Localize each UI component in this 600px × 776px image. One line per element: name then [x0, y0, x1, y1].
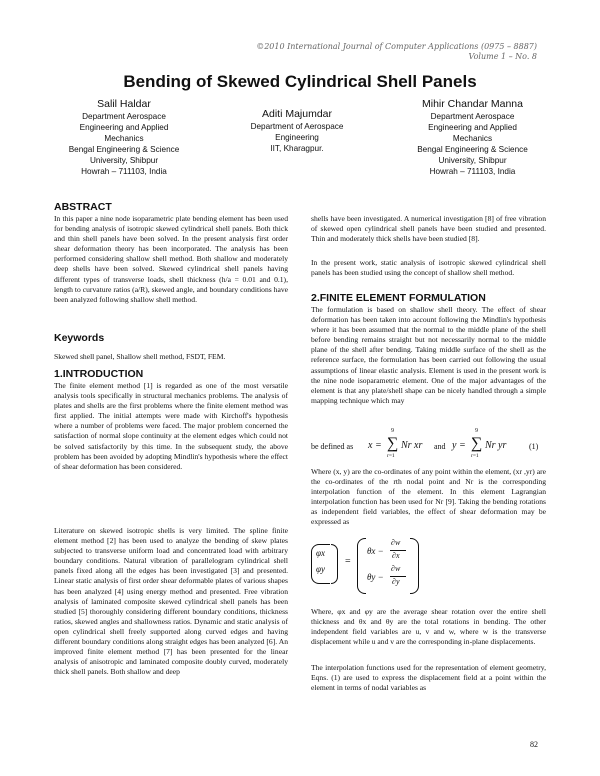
paper-title: Bending of Skewed Cylindrical Shell Panels — [123, 72, 477, 91]
author-name: Mihir Chandar Manna — [422, 98, 523, 110]
equation-intro: be defined as — [311, 442, 354, 451]
author-affiliation: IIT, Kharagpur. — [270, 144, 324, 153]
dw-numerator: ∂w — [391, 564, 401, 573]
equation-2 — [311, 538, 431, 592]
dw-numerator: ∂w — [391, 538, 401, 547]
sum-upper-limit: 9 — [391, 428, 394, 434]
y-term: Nr yr — [485, 440, 507, 451]
x-term: Nr xr — [401, 440, 423, 451]
right-matrix-brace — [410, 538, 419, 594]
theta-x: θx − — [367, 546, 384, 556]
formulation-paragraph-4: The interpolation functions used for the representation of element geometry, Eqns. (1) are used to express the displacement field at a point within the element in terms of nodal variables as — [311, 663, 546, 693]
x-lhs: x = — [368, 440, 382, 451]
author-affiliation: Department of Aerospace — [250, 122, 344, 131]
sum-lower-limit: r=1 — [387, 453, 395, 459]
author-affiliation: Department Aerospace — [430, 112, 515, 121]
author-block-1 — [38, 98, 210, 177]
author-affiliation: Bengal Engineering & Science — [68, 145, 180, 154]
theta-y: θy − — [367, 572, 384, 582]
author-affiliation: Engineering and Applied — [428, 123, 517, 132]
dy-denominator: ∂y — [392, 577, 400, 586]
introduction-paragraph-2: Literature on skewed isotropic shells is very limited. The spline finite element method [2] has been used to analyze the bending of skew plates subjected to transverse uniform load and concentrated load with arbitrary boundary conditions. Natural vibration of parallelogram cylindrical shell panels fixed along all the edges has been investigated [3] and presented. Linear static analysis of first order shear deformable plates of various shapes has been analyzed [4] using energy method and presented. Free vibration analysis of laminated composite skewed cylindrical shell panels has been studied [5] thoroughly considering different boundary conditions, thickness ratios, skewed angles and shallowness ratios. Dynamic and static analysis of open cylindrical shell freely supported along curved edges and having different boundary conditions along straight edges has been analyzed [6]. An improved finite element method [7] has been presented for the linear analysis of anisotropic and laminated composite doubly curved, moderately thick shell panels. Both shallow and deep — [54, 526, 288, 677]
introduction-heading: 1.INTRODUCTION — [54, 368, 144, 380]
introduction-present-work: In the present work, static analysis of isotropic skewed cylindrical shell panels has been studied using the concept of shallow shell method. — [311, 258, 546, 278]
introduction-continued-paragraph: shells have been investigated. A numerical investigation [8] of free vibration of skewed open cylindrical shell panels have been studied and presented. Thin and moderately thick shells have been studied [8]. — [311, 214, 546, 244]
author-affiliation: Engineering — [275, 133, 319, 142]
sum-upper-limit: 9 — [475, 428, 478, 434]
formulation-paragraph-1: The formulation is based on shallow shell theory. The effect of shear deformation has been taken into account following the Mindlin's hypothesis where it has been assumed that the normal to the middle plane of the shell before bending remains straight but not necessarily normal to the middle plane of the shell after bending. Taking middle surface of the shell as the reference surface, the formulation has been carried out following the usual assumptions of linear elastic analysis. Element is used in the present work is the nine node isoparametric element. One of the major advantages of the element is that any plate/shell shape can be nicely handled through a simple mapping technique which may — [311, 305, 546, 405]
formulation-paragraph-2: Where (x, y) are the co-ordinates of any point within the element, (xr ,yr) are the co-ordinates of the rth nodal point and Nr is the corresponding interpolation function of the element. In this element Lagrangian interpolation function has been used for Nr [9]. Taking the bending rotations as independent field variables, the effect of shear deformation may be expressed as — [311, 467, 546, 527]
phi-y: φy — [316, 564, 325, 574]
keywords-text: Skewed shell panel, Shallow shell method, FSDT, FEM. — [54, 352, 226, 361]
author-affiliation: University, Shibpur — [438, 156, 507, 165]
author-affiliation: Howrah – 711103, India — [429, 167, 516, 176]
author-affiliation: Mechanics — [452, 134, 493, 143]
right-brace — [331, 544, 338, 584]
phi-x: φx — [316, 548, 325, 558]
volume-number: Volume 1 – No. 8 — [468, 52, 537, 61]
author-block-2 — [212, 108, 382, 154]
page-number: 82 — [530, 740, 538, 749]
journal-header: ©2010 International Journal of Computer Applications (0975 – 8887) — [256, 42, 537, 51]
author-name: Salil Haldar — [97, 98, 151, 110]
equation-and: and — [434, 442, 446, 451]
abstract-text: In this paper a nine node isoparametric plate bending element has been used for bending analysis of isotropic skewed cylindrical shell panels. Both thick and thin shell panels have been solved. In the present analysis first order shear deformation theory has been incorporated. The analysis has been performed considering shallow shell method. Both shallow and moderately deep shells have been solved. Skewed cylindrical shell panels having different types of transverse loads, shell thickness (h/a = 0.01 and 0.1), length to curvature ratios (a/R), skewed angle, and boundary conditions have been analyzed following shallow shell method. — [54, 214, 288, 304]
abstract-heading: ABSTRACT — [54, 201, 112, 213]
equals-sign: = — [345, 556, 351, 567]
author-affiliation: Bengal Engineering & Science — [417, 145, 528, 154]
summation-symbol: ∑ — [471, 435, 483, 452]
y-lhs: y = — [452, 440, 466, 451]
equation-1 — [311, 428, 551, 464]
introduction-paragraph-1: The finite element method [1] is regarded as one of the most versatile analysis tools specifically in structural mechanics problems. The analysis of plates and shells are the first problems where the finite element method was first applied. The initial attempts were made with Kirchoff's hypothesis where a number of problems were faced. The major problem concerned the satisfaction of normal slope continuity at the element edges which could not be solved satisfactorily by this time. In the subsequent study, the above problem has been avoided by adopting Mindlin's hypothesis where the effect of shear deformation has been considered. — [54, 381, 288, 471]
equation-number: (1) — [529, 442, 539, 451]
author-affiliation: University, Shibpur — [89, 156, 159, 165]
author-affiliation: Engineering and Applied — [79, 123, 169, 132]
formulation-heading: 2.FINITE ELEMENT FORMULATION — [311, 292, 486, 304]
formulation-paragraph-3: Where, φx and φy are the average shear rotation over the entire shell thickness and θx and θy are the total rotations in bending. The other independent field variables are u, v and w, where w is the transverse displacement while u and v are the corresponding in-plane displacements. — [311, 607, 546, 647]
left-matrix-brace — [357, 538, 366, 594]
author-block-3 — [385, 98, 560, 177]
dx-denominator: ∂x — [392, 551, 400, 560]
summation-symbol: ∑ — [387, 435, 399, 452]
author-affiliation: Howrah – 711103, India — [81, 167, 167, 176]
author-affiliation: Department Aerospace — [82, 112, 166, 121]
sum-lower-limit: r=1 — [471, 453, 479, 459]
author-affiliation: Mechanics — [104, 134, 144, 143]
keywords-heading: Keywords — [54, 332, 105, 344]
author-name: Aditi Majumdar — [261, 108, 333, 120]
